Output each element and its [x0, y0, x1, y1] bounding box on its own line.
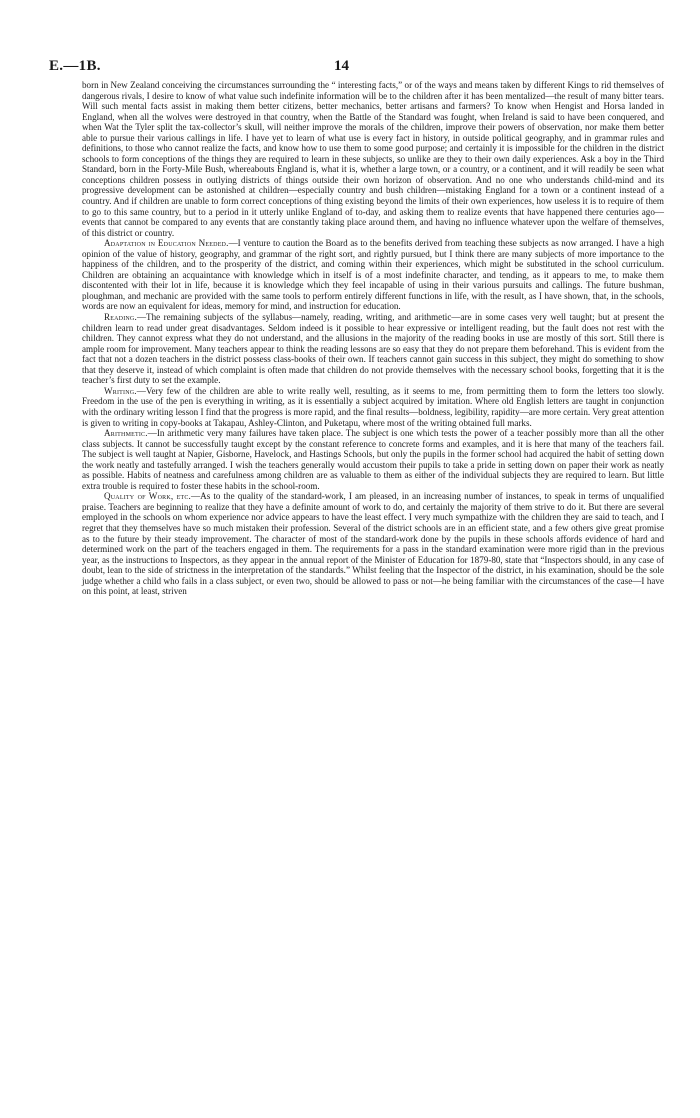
paragraph-quality-of-work [82, 491, 664, 596]
paragraph-writing [82, 386, 664, 428]
paragraph-text: —Very few of the children are able to write really well, resulting, as it seems to me, from permitting them to form the letters too slowly. Freedom in the use of the pen is everything in writing, as it is essentially a subject acquired by imitation. Where old English letters are taught in conjunction with the ordinary writing lesson I find that the progress is more rapid, and the final results—boldness, legibility, rapidity—are more certain. Very great attention is given to writing in copy-books at Takapau, Ashley-Clinton, and Puketapu, where most of the writing obtained full marks. [82, 385, 664, 428]
series-reference: E.—1B. [49, 58, 101, 74]
section-heading-adaptation: Adaptation in Education Needed. [104, 238, 229, 249]
section-heading-reading: Reading. [104, 312, 137, 323]
paragraph-arithmetic [82, 428, 664, 491]
section-heading-arithmetic: Arithmetic. [104, 428, 148, 439]
page-header [49, 58, 609, 78]
paragraph-text: —The remaining subjects of the syllabus—namely, reading, writing, and arithmetic—are in some cases very well taught; but at present the children learn to read under great disadvantages. Seldom indeed is it possible to hear expressive or intelligent reading, but the fault does not rest with the children. They cannot express what they do not understand, and the allusions in the majority of the reading books in use are mostly of this sort. Still there is ample room for improvement. Many teachers appear to think the reading lessons are so easy that they do not prepare them beforehand. This is evident from the fact that not a dozen teachers in the district possess class-books of their own. If teachers cannot gain success in this subject, they might do something to show that they deserve it, instead of which complaint is often made that children do not provide themselves with the necessary school books, forgetting that it is the teacher’s first duty to set the example. [82, 312, 664, 386]
paragraph-text: —I venture to caution the Board as to the benefits derived from teaching these subjects as now arranged. I have a high opinion of the value of history, geography, and grammar of the right sort, and rightly pursued, but I think there are many subjects of more importance to the happiness of the children, and to the prosperity of the district, and coming within their experiences, which might be substituted in the school curriculum. Children are obtaining an acquaintance with knowledge which in itself is of a most indefinite character, and tending, as it appears to me, to make them discontented with their lot in life, because it is knowledge which they feel incapable of using in their various pursuits and callings. The future bushman, ploughman, and mechanic are provided with the same tools to perform entirely different functions in life, with the result, as I have shown, that, in the schools, words are now an equivalent for ideas, memory for mind, and instruction for education. [82, 238, 664, 312]
paragraph-history-continued [82, 80, 664, 238]
paragraph-text: —As to the quality of the standard-work, I am pleased, in an increasing number of instances, to speak in terms of unqualified praise. Teachers are beginning to realize that they have a definite amount of work to do, and certainly the majority of them strive to do it. But there are several employed in the schools on whom experience nor advice appears to have the least effect. I very much sympathize with the children they are said to teach, and I regret that they themselves have so much mistaken their profession. Several of the district schools are in an efficient state, and a few others give great promise as to the future by their steady improvement. The character of most of the standard-work done by the pupils in these schools affords evidence of hard and determined work on the part of the teachers engaged in them. The requirements for a pass in the standard examination were more rigid than in the previous year, as the instructions to Inspectors, as they appear in the annual report of the Minister of Education for 1879-80, state that “Inspectors should, in any case of doubt, lean to the side of strictness in the interpretation of the standards.” Whilst feeling that the Inspector of the district, in his examination, should be the sole judge whether a child who fails in a class subject, or even two, should be allowed to pass or not—he being familiar with the circumstances of the case—I have on this point, at least, striven [82, 491, 664, 597]
paragraph-text: —In arithmetic very many failures have taken place. The subject is one which tests the power of a teacher possibly more than all the other class subjects. It cannot be successfully taught except by the constant reference to concrete forms and examples, and it is here that many of the teachers fail. The subject is well taught at Napier, Gisborne, Havelock, and Hastings Schools, but only the pupils in the former school had acquired the habit of setting down the work neatly and tastefully arranged. I wish the teachers generally would accustom their pupils to take a pride in setting down on paper their work as neatly as possible. Habits of neatness and carefulness among children are as valuable to them as either of the individual subjects they are required to learn. But little extra trouble is required to foster these habits in the school-room. [82, 428, 664, 491]
page-number: 14 [334, 58, 349, 74]
paragraph-adaptation [82, 238, 664, 312]
section-heading-writing: Writing. [104, 385, 137, 396]
paragraph-reading [82, 312, 664, 386]
report-body [82, 80, 664, 597]
section-heading-quality-of-work: Quality of Work, etc. [104, 491, 192, 502]
paragraph-text: born in New Zealand conceiving the circumstances surrounding the “ interesting facts,” or of the ways and means taken by different Kings to rid themselves of dangerous rivals, I desire to know of what value such indefinite information will be to the children after it has been mentalized—the result of many bitter tears. Will such mental facts assist in making them better citizens, better mechanics, better artisans and farmers? To know when Hengist and Horsa landed in England, when all the wolves were destroyed in that country, when the Battle of the Standard was fought, when Ireland is said to have been conquered, and when Wat the Tyler split the tax-collector’s skull, will neither improve the morals of the children, improve their powers of observation, nor make them better able to pursue their various callings in life. I have yet to learn of what use is every fact in history, in outside political geography, and in grammar rules and definitions, to those who cannot realize the facts, and know how to use them to some good purpose; and certainly it is impossible for the children in the district schools to form conceptions of the things they are required to learn in these subjects, so unlike are they to their own daily experiences. Ask a boy in the Third Standard, born in the Forty-Mile Bush, whereabouts England is, what it is, whether a large town, or a country, or a continent, and it will readily be seen what conceptions children possess in outlying districts of things outside their own horizon of observation. And no one who understands child-mind and its progressive development can be astonished at children—especially country and bush children—mistaking England for a town or a continent instead of a country. And if children are unable to form correct conceptions of thing existing beyond the limits of their own experiences, how useless it is to require of them to go to this same country, but to a period in it utterly unlike England of to-day, and asking them to realize events that have happened there centuries ago—events that cannot be compared to any events that are constantly taking place around them, and having no influence whatever upon the welfare of themselves, of this district or country. [82, 80, 664, 238]
